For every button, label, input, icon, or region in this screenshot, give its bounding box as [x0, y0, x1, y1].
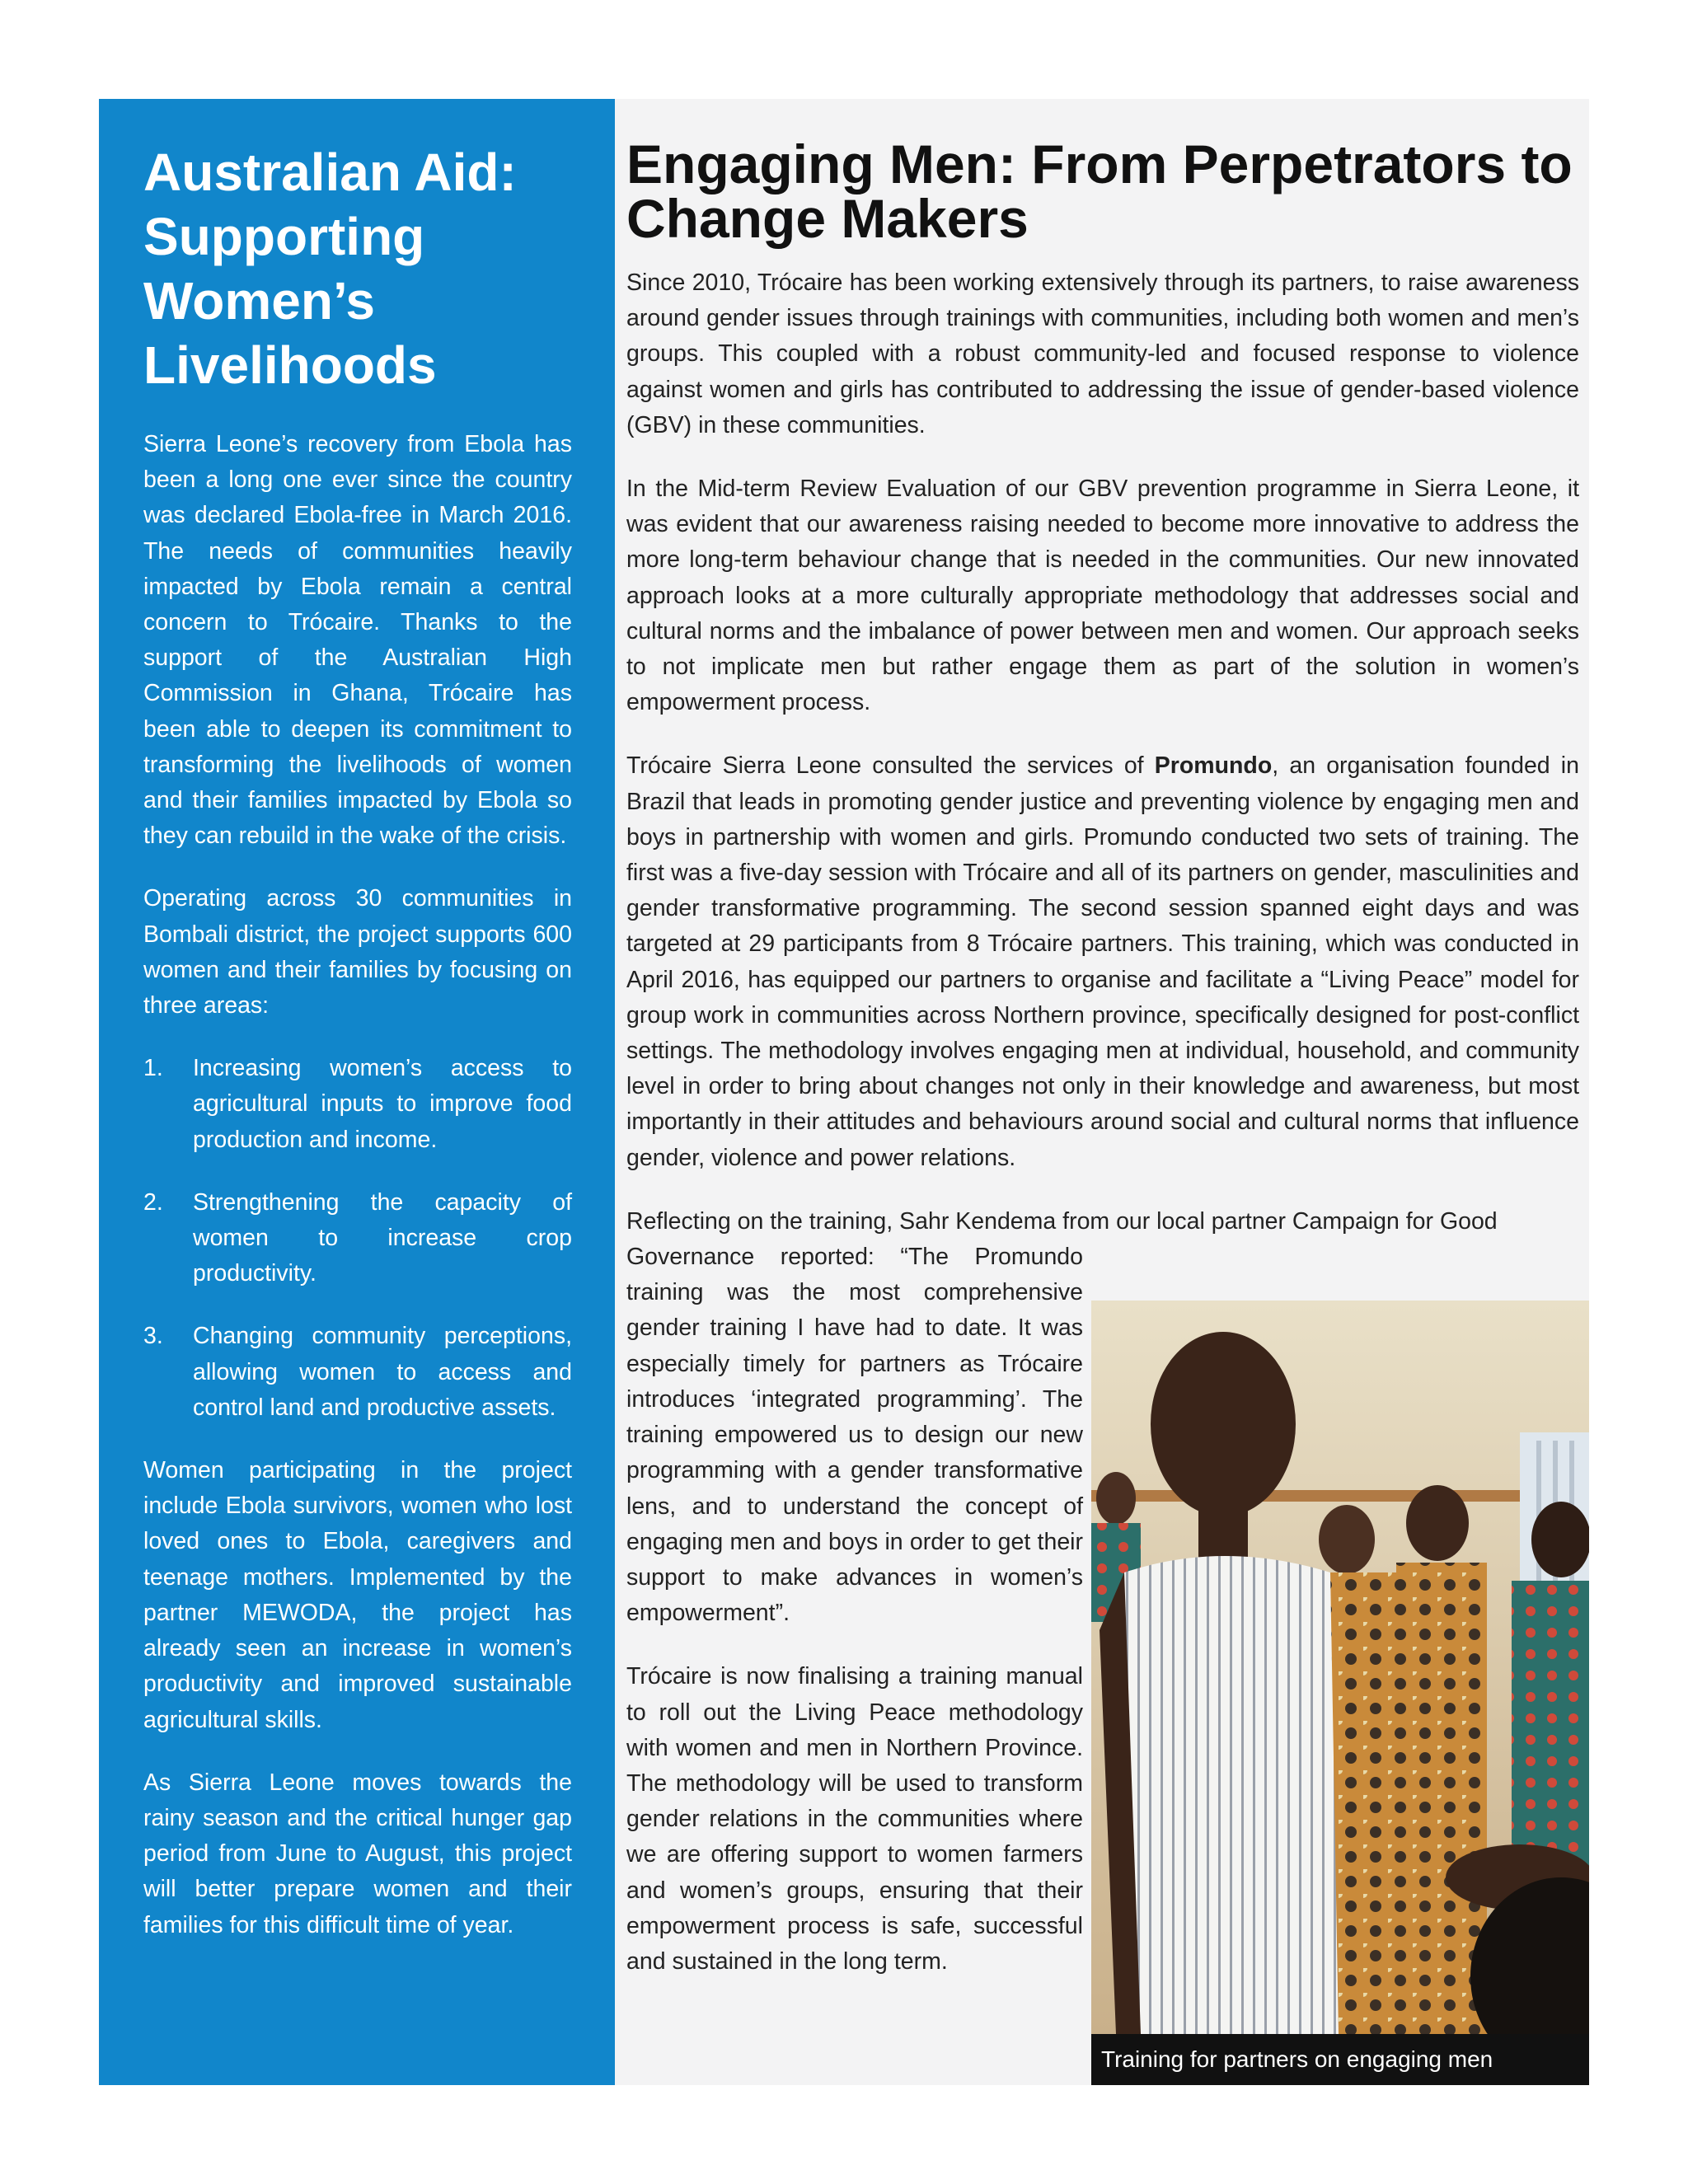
sidebar-paragraph: As Sierra Leone moves towards the rainy season and the critical hunger gap period from June to August, this project will better prepare women and their families for this difficult time of year. [143, 1769, 572, 1938]
promundo-highlight: Promundo [1154, 752, 1273, 780]
article-quote-paragraph: Governance reported: “The Promundo training was the most comprehensive gender training I have had to date. It was especially timely for partners as Trócaire introduces ‘integrated programming’. The training empowered us to design our new programming with a gender transformative lens, and to understand the concept of engaging men and boys in order to get their support to make advances in women’s empowerment”. [626, 1244, 1083, 1627]
list-item [143, 1051, 572, 1158]
list-number: 1. [143, 1055, 163, 1082]
list-item [143, 1319, 572, 1426]
list-text: Changing community perceptions, allowing women to access and control land and productive assets. [193, 1323, 572, 1421]
article-paragraph: Trócaire is now finalising a training manual to roll out the Living Peace methodology with women and men in Northern Province. The methodology will be used to transform gender relations in the communities where we are offering support to women farmers and women’s groups, ensuring that their empowerment process is safe, successful and sustained in the long term. [626, 1663, 1083, 1975]
list-text: Increasing women’s access to agricultural inputs to improve food production and income. [193, 1055, 572, 1153]
training-photo [1091, 1301, 1589, 2085]
sidebar-panel [99, 99, 615, 2085]
sidebar-title: Australian Aid: Supporting Women’s Livelihoods [143, 143, 517, 395]
focus-areas-list [143, 1051, 572, 1426]
article-paragraph: In the Mid-term Review Evaluation of our GBV prevention programme in Sierra Leone, it was evident that our awareness raising needed to become more innovative to address the more long-term behaviour change that is needed in the communities. Our new innovated approach looks at a more culturally appropriate methodology that addresses social and cultural norms and the imbalance of power between men and women. Our approach seeks to not implicate men but rather engage them as part of the solution in women’s empowerment process. [626, 476, 1579, 716]
photo-image [1091, 1301, 1589, 2034]
list-number: 2. [143, 1188, 163, 1216]
list-item [143, 1185, 572, 1292]
sidebar-paragraph: Women participating in the project include Ebola survivors, women who lost loved ones to Ebola, caregivers and teenage mothers. Implemented by the partner MEWODA, the project has already seen an increase in women’s productivity and improved sustainable agricultural skills. [143, 1457, 572, 1733]
sidebar-paragraph: Sierra Leone’s recovery from Ebola has been a long one ever since the country was declared Ebola-free in March 2016. The needs of communities heavily impacted by Ebola remain a central concern to Trócaire. Thanks to the support of the Australian High Commission in Ghana, Trócaire has been able to deepen its commitment to transforming the livelihoods of women and their families impacted by Ebola so they can rebuild in the wake of the crisis. [143, 431, 572, 850]
article-title: Engaging Men: From Perpetrators to Change Makers [626, 134, 1573, 249]
paragraph-text: Trócaire Sierra Leone consulted the services of [626, 752, 1155, 780]
paragraph-text: , an organisation founded in Brazil that leads in promoting gender justice and preventing violence by engaging men and boys in partnership with women and girls. Promundo conducted two sets of training. The first was a five-day session with Trócaire and all of its partners on gender, masculinities and gender transformative programming. The second session spanned eight days and was targeted at 29 participants from 8 Trócaire partners. This training, which was conducted in April 2016, has equipped our partners to organise and facilitate a “Living Peace” model for group work in communities across Northern province, specifically designed for post-conflict settings. The methodology involves engaging men at individual, household, and community level in order to bring about changes not only in their knowledge and awareness, but most importantly in their attitudes and behaviours around social and cultural norms that influence gender, violence and power relations. [626, 752, 1579, 1171]
photo-caption: Training for partners on engaging men [1091, 2034, 1589, 2085]
sidebar-paragraph: Operating across 30 communities in Bombali district, the project supports 600 women and their families by focusing on three areas: [143, 885, 572, 1019]
list-text: Strengthening the capacity of women to increase crop productivity. [193, 1188, 572, 1287]
article-paragraph: Since 2010, Trócaire has been working extensively through its partners, to raise awareness around gender issues through trainings with communities, including both women and men’s groups. This coupled with a robust community-led and focused response to violence against women and girls has contributed to addressing the issue of gender-based violence (GBV) in these communities. [626, 269, 1579, 438]
list-number: 3. [143, 1323, 163, 1350]
article-paragraph: Reflecting on the training, Sahr Kendema from our local partner Campaign for Good [626, 1207, 1498, 1235]
article-paragraph [626, 748, 1579, 1175]
article-panel [615, 99, 1589, 2085]
